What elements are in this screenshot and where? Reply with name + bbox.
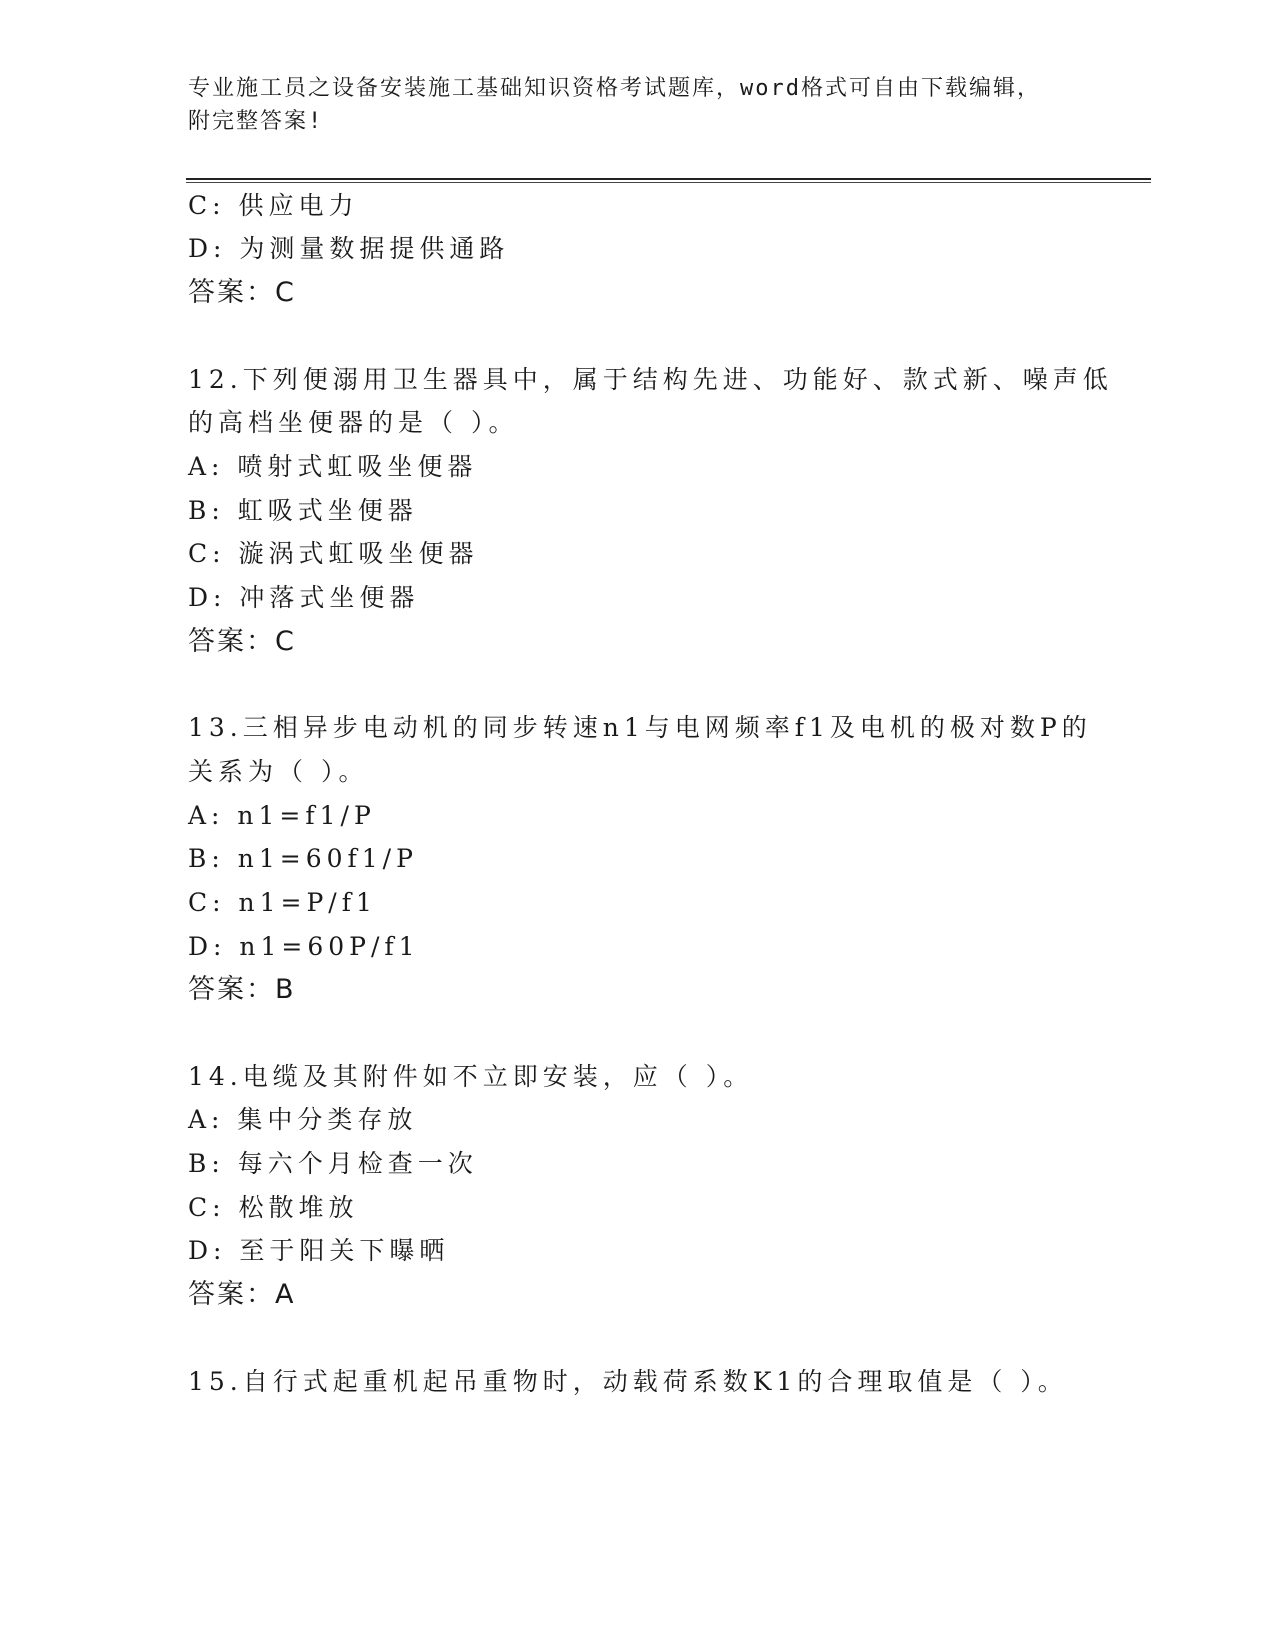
q12-stem-line-1: 12.下列便溺用卫生器具中，属于结构先进、功能好、款式新、噪声低 <box>188 365 1113 394</box>
q12-option-d: D: 冲落式坐便器 <box>188 583 420 612</box>
q14-option-b: B: 每六个月检查一次 <box>188 1149 478 1178</box>
q13-stem-line-1: 13.三相异步电动机的同步转速n1与电网频率f1及电机的极对数P的 <box>188 713 1092 742</box>
q12-stem-line-2: 的高档坐便器的是（ ）。 <box>188 408 519 437</box>
q14-option-c: C: 松散堆放 <box>188 1193 359 1222</box>
header-line-1: 专业施工员之设备安装施工基础知识资格考试题库，word格式可自由下载编辑， <box>188 76 1041 101</box>
q11-option-d: D: 为测量数据提供通路 <box>188 234 510 263</box>
q13-option-a: A: n1=f1/P <box>188 801 376 830</box>
document-header <box>188 72 1068 138</box>
q11-answer: 答案：C <box>188 277 296 308</box>
q13-option-d: D: n1=60P/f1 <box>188 932 420 961</box>
q14-stem-line-1: 14.电缆及其附件如不立即安装，应（ ）。 <box>188 1062 754 1091</box>
q12-option-c: C: 漩涡式虹吸坐便器 <box>188 539 479 568</box>
q12-option-a: A: 喷射式虹吸坐便器 <box>188 452 478 481</box>
q11-option-c: C: 供应电力 <box>188 191 359 220</box>
q12-option-b: B: 虹吸式坐便器 <box>188 496 418 525</box>
header-divider <box>186 178 1151 180</box>
q13-option-c: C: n1=P/f1 <box>188 888 377 917</box>
q13-answer: 答案：B <box>188 974 296 1005</box>
q12-answer: 答案：C <box>188 626 296 657</box>
q13-stem-line-2: 关系为（ ）。 <box>188 757 369 786</box>
header-divider-thin <box>186 182 1151 183</box>
q15-stem-line-1: 15.自行式起重机起吊重物时，动载荷系数K1的合理取值是（ ）。 <box>188 1367 1068 1396</box>
q14-option-a: A: 集中分类存放 <box>188 1105 418 1134</box>
q13-option-b: B: n1=60f1/P <box>188 844 418 873</box>
q14-answer: 答案：A <box>188 1279 296 1310</box>
header-line-2: 附完整答案! <box>188 109 324 134</box>
q14-option-d: D: 至于阳关下曝晒 <box>188 1236 450 1265</box>
